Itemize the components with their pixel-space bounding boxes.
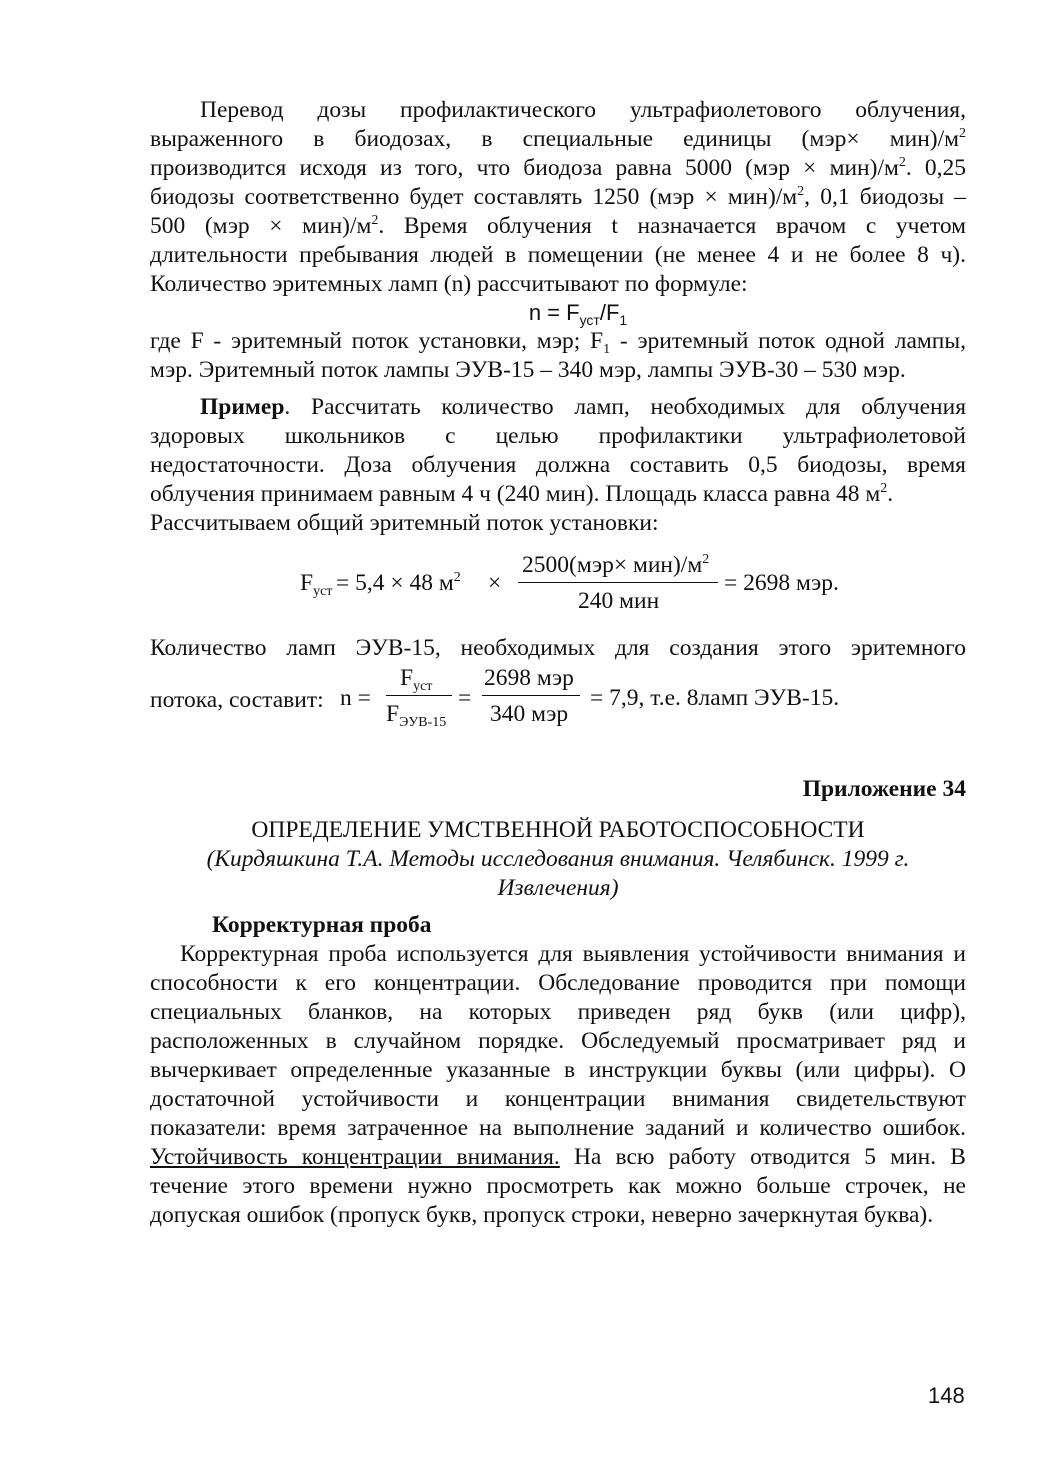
denominator: $F_{ЭУВ-15}$: [386, 701, 447, 730]
example-label: Пример: [200, 394, 285, 420]
paragraph-section: [150, 940, 966, 1230]
page-number: 148: [928, 1383, 965, 1408]
denominator: 340 мэр: [490, 701, 569, 727]
text: Рассчитываем общий эритемный поток установки:: [150, 510, 659, 536]
superscript: 2: [898, 155, 906, 170]
text: мин)/м: [829, 155, 899, 181]
text: 500 (мэр: [150, 213, 250, 239]
text: . 0,25: [905, 155, 967, 181]
appendix-source: (Кирдяшкина Т.А. Методы исследования внимания. Челябинск. 1999 г.: [206, 846, 910, 872]
appendix-label: Приложение 34: [802, 776, 966, 802]
text: , 0,1 биодозы –: [804, 184, 967, 210]
paragraph-line: [150, 270, 966, 299]
paragraph-line: [150, 154, 966, 183]
formula-text: n = F: [528, 300, 580, 325]
text: . Время облучения t назначается врачом с учетом: [378, 213, 966, 239]
subscript: 1: [603, 342, 611, 357]
text: .: [887, 481, 894, 507]
appendix-title: ОПРЕДЕЛЕНИЕ УМСТВЕННОЙ РАБОТОСПОСОБНОСТИ: [251, 817, 865, 843]
formula-lamp-count: [190, 299, 966, 327]
text: Перевод дозы профилактического ультрафиолетового облучения,: [200, 97, 966, 123]
text: производится исходя из того, что биодоза равна 5000 (мэр: [150, 155, 790, 181]
formula-result: = 7,9, т.е. 8ламп ЭУВ-15.: [590, 685, 840, 711]
superscript: 2: [880, 481, 888, 496]
paragraph-dose-conversion: [150, 96, 966, 125]
paragraph-example: [150, 393, 966, 509]
fraction-bar: [386, 695, 452, 696]
text: биодозы соответственно будет составлять 1250 (мэр: [150, 184, 695, 210]
text: мин)/м: [302, 213, 372, 239]
formula-f: $F_{уст}$: [300, 570, 333, 599]
text: мин)/м: [889, 126, 959, 152]
underlined-text: Устойчивость концентрации внимания.: [150, 1144, 560, 1170]
text: Количество ламп ЭУВ-15, необходимых для создания этого эритемного: [150, 635, 966, 661]
fraction-bar: [482, 695, 580, 696]
times-sign: ×: [803, 155, 817, 181]
formula-total-flux: [150, 552, 966, 622]
times-sign: ×: [488, 570, 502, 596]
formula-result: = 2698 мэр.: [724, 570, 839, 596]
denominator: 240 мин: [578, 588, 660, 614]
numerator: $F_{уст}$: [400, 665, 433, 694]
text: На всю работу отводится 5 мин. В течение этого времени нужно просмотреть как можно больше строчек, не допуская ошибок (пропуск букв, пропуск строки, неверно зачеркнутая буква).: [150, 1144, 966, 1228]
page-content: [150, 96, 966, 1230]
subscript: уст: [579, 312, 600, 328]
paragraph-line: [150, 241, 966, 270]
paragraph-line: [150, 356, 966, 385]
formula-eq1: = 5,4 × 48 $м^2$: [336, 570, 461, 596]
text: выраженного в биодозах, в специальные единицы (мэр: [150, 126, 847, 152]
formula-text: /F: [599, 300, 620, 325]
numerator: $2500(мэр\times мин)/м^2$: [522, 552, 710, 578]
times-sign: ×: [846, 126, 860, 152]
section-heading: Корректурная проба: [212, 912, 432, 938]
appendix-source: Извлечения): [497, 875, 619, 901]
text: длительности пребывания людей в помещении (не менее 4 и не более 8 ч).: [150, 242, 966, 268]
paragraph-line: [150, 212, 966, 241]
formula-eq: =: [458, 685, 472, 711]
times-sign: ×: [269, 213, 283, 239]
formula-lamps-needed: [150, 665, 966, 729]
fraction-bar: [518, 582, 718, 583]
paragraph-line: [150, 125, 966, 154]
paragraph-line: [150, 327, 966, 356]
paragraph-line: [150, 634, 966, 663]
formula-n: n =: [340, 685, 371, 711]
superscript: 2: [371, 213, 379, 228]
text: мин)/м: [727, 184, 798, 210]
text: потока, составит:: [150, 687, 324, 713]
subscript: 1: [619, 312, 628, 328]
superscript: 2: [959, 126, 966, 141]
paragraph-line: [150, 509, 966, 538]
text: - эритемный поток одной лампы,: [610, 328, 966, 354]
paragraph-line: [150, 183, 966, 212]
text: . Рассчитать количество ламп, необходимых для облучения здоровых школьников с целью профилактики ультрафиолетовой недостаточности. Доза облучения должна составить 0,5 биодозы, время облучения принимаем равным 4 ч (240 мин). Площадь класса равна 48 м: [150, 394, 966, 507]
text: где F - эритемный поток установки, мэр; F: [150, 328, 604, 354]
text: Количество эритемных ламп (n) рассчитывают по формуле:: [150, 271, 748, 297]
text: мэр. Эритемный поток лампы ЭУВ-15 – 340 мэр, лампы ЭУВ-30 – 530 мэр.: [150, 357, 906, 383]
times-sign: ×: [704, 184, 718, 210]
text: Корректурная проба используется для выявления устойчивости внимания и способности к его концентрации. Обследование проводится при помощи специальных бланков, на которых приведен ряд букв (или цифр), расположенных в случайном порядке. Обследуемый просматривает ряд и вычеркивает определенные указанные в инструкции буквы (или цифры). О достаточной устойчивости и концентрации внимания свидетельствуют показатели: время затраченное на выполнение заданий и количество ошибок.: [150, 941, 966, 1141]
numerator: 2698 мэр: [484, 665, 574, 691]
superscript: 2: [797, 184, 805, 199]
